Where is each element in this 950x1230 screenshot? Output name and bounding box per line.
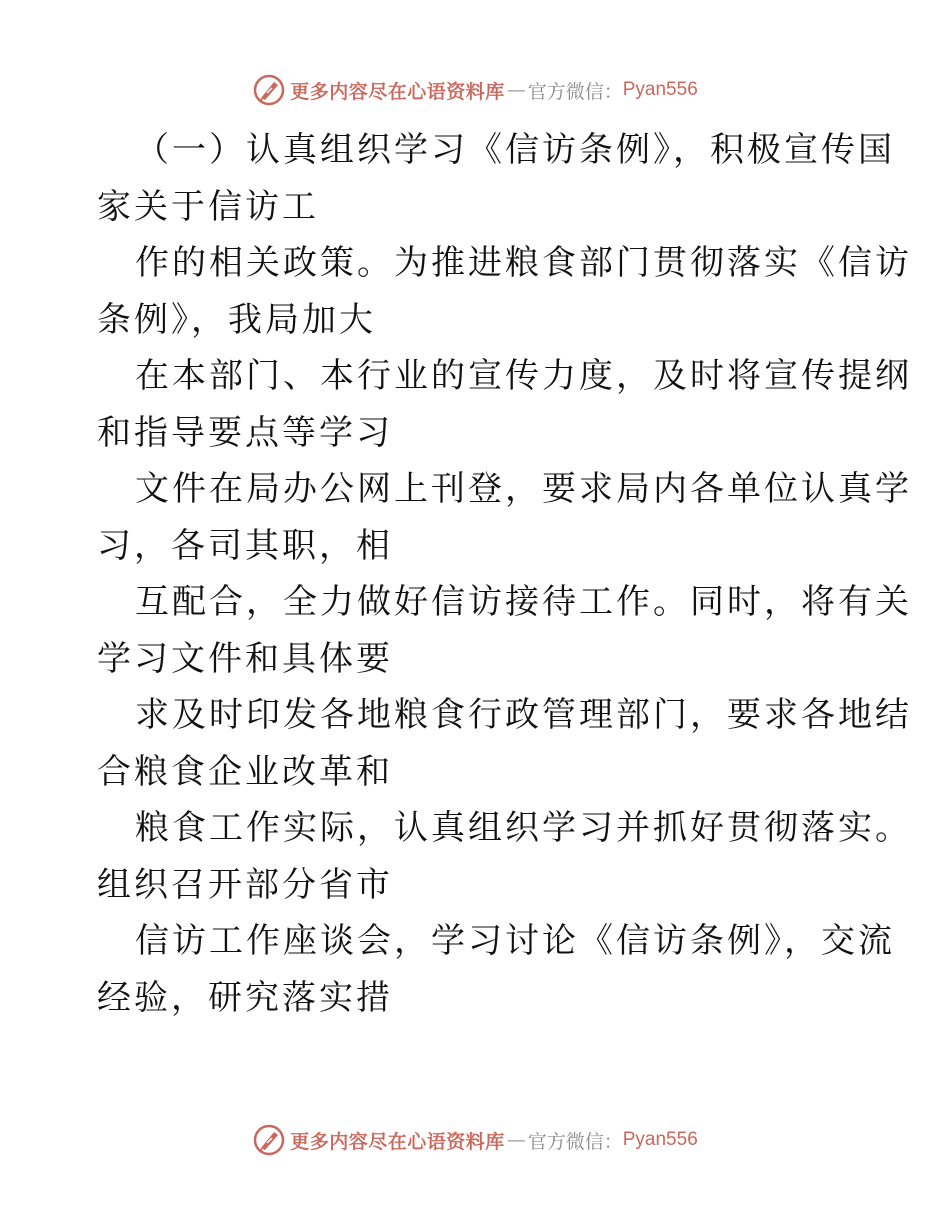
paragraph-line: 互配合，全力做好信访接待工作。同时，将有关 xyxy=(135,582,912,622)
footer-banner xyxy=(0,1118,950,1162)
banner-brand-text: 更多内容尽在心语资料库 xyxy=(290,80,505,103)
document-body xyxy=(97,122,912,1026)
banner-brand-text: 更多内容尽在心语资料库 xyxy=(290,1130,505,1153)
paragraph-line: 文件在局办公网上刊登，要求局内各单位认真学 xyxy=(135,469,912,509)
paragraph-line: 组织召开部分省市 xyxy=(97,864,393,905)
paragraph-line: （一）认真组织学习《信访条例》，积极宣传国 xyxy=(135,130,895,170)
paragraph-line: 粮食工作实际，认真组织学习并抓好贯彻落实。 xyxy=(135,808,912,848)
banner-dash: — xyxy=(506,1129,526,1151)
paragraph-line: 习，各司其职，相 xyxy=(97,525,393,566)
paragraph-line: 在本部门、本行业的宣传力度，及时将宣传提纲 xyxy=(135,356,912,396)
paragraph-line: 和指导要点等学习 xyxy=(97,412,393,453)
quill-logo-icon xyxy=(252,73,286,107)
paragraph-line: 家关于信访工 xyxy=(97,186,319,227)
paragraph-line: 求及时印发各地粮食行政管理部门，要求各地结 xyxy=(135,695,912,735)
paragraph-line: 经验，研究落实措 xyxy=(97,977,393,1018)
banner-contact-label: 官方微信： xyxy=(527,80,623,103)
banner-wechat-id: Pyan556 xyxy=(622,79,698,100)
paragraph-line: 条例》，我局加大 xyxy=(97,299,376,340)
paragraph-line: 学习文件和具体要 xyxy=(97,638,393,679)
banner-contact-label: 官方微信： xyxy=(527,1130,623,1153)
banner-wechat-id: Pyan556 xyxy=(622,1129,698,1150)
paragraph-line: 作的相关政策。为推进粮食部门贯彻落实《信访 xyxy=(135,243,912,283)
banner-dash: — xyxy=(506,79,526,101)
paragraph-line: 合粮食企业改革和 xyxy=(97,751,393,792)
quill-logo-icon xyxy=(252,1123,286,1157)
paragraph-line: 信访工作座谈会，学习讨论《信访条例》，交流 xyxy=(135,921,895,961)
header-banner xyxy=(0,68,950,112)
